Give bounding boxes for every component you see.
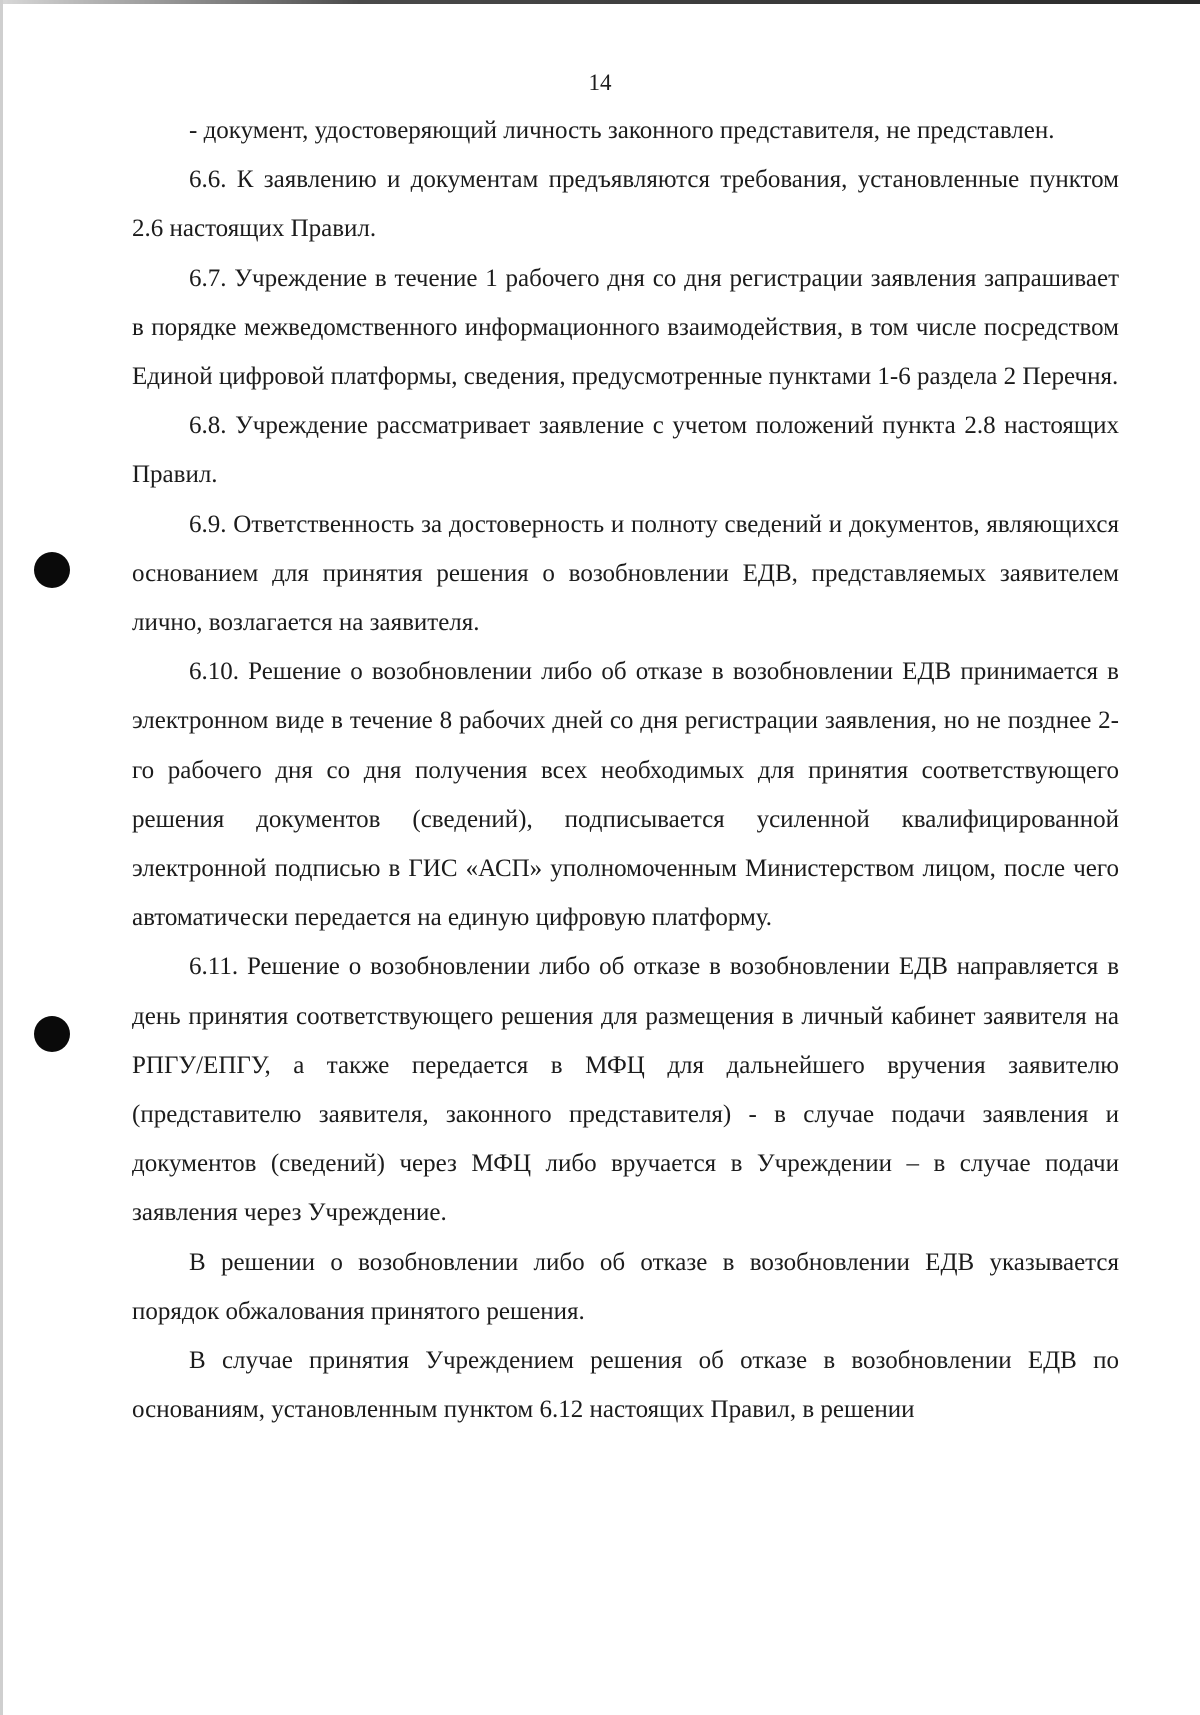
paragraph-appeal-procedure: В решении о возобновлении либо об отказе в возобновлении ЕДВ указывается порядок обжалования принятого решения. <box>132 1248 1119 1325</box>
paragraph-6-10: 6.10. Решение о возобновлении либо об отказе в возобновлении ЕДВ принимается в электронном виде в течение 8 рабочих дней со дня регистрации заявления, но не позднее 2-го рабочего дня со дня получения всех необходимых для принятия соответствующего решения документов (сведений), подписывается усиленной квалифицированной электронной подписью в ГИС «АСП» уполномоченным Министерством лицом, после чего автоматически передается на единую цифровую платформу. <box>132 658 1119 932</box>
punch-hole <box>34 1016 70 1052</box>
paragraph-6-7: 6.7. Учреждение в течение 1 рабочего дня со дня регистрации заявления запрашивает в порядке межведомственного информационного взаимодействия, в том числе посредством Единой цифровой платформы, сведения, предусмотренные пунктами 1-6 раздела 2 Перечня. <box>132 264 1119 391</box>
paragraph-6-6: 6.6. К заявлению и документам предъявляются требования, установленные пунктом 2.6 настоящих Правил. <box>132 166 1119 243</box>
paragraph-document-not-provided: - документ, удостоверяющий личность законного представителя, не представлен. <box>189 117 1055 144</box>
paragraph-6-8: 6.8. Учреждение рассматривает заявление с учетом положений пункта 2.8 настоящих Правил. <box>132 412 1119 489</box>
paragraph-6-11: 6.11. Решение о возобновлении либо об отказе в возобновлении ЕДВ направляется в день принятия соответствующего решения для размещения в личный кабинет заявителя на РПГУ/ЕПГУ, а также передается в МФЦ для дальнейшего вручения заявителю (представителю заявителя, законного представителя) - в случае подачи заявления и документов (сведений) через МФЦ либо вручается в Учреждении – в случае подачи заявления через Учреждение. <box>132 953 1119 1227</box>
scan-top-edge <box>0 0 1200 4</box>
page-number: 14 <box>588 70 612 95</box>
punch-hole <box>34 552 70 588</box>
paragraph-6-9: 6.9. Ответственность за достоверность и полноту сведений и документов, являющихся основанием для принятия решения о возобновлении ЕДВ, представляемых заявителем лично, возлагается на заявителя. <box>132 510 1119 637</box>
scan-left-edge <box>0 0 3 1715</box>
paragraph-refusal-case: В случае принятия Учреждением решения об отказе в возобновлении ЕДВ по основаниям, установленным пунктом 6.12 настоящих Правил, в решении <box>132 1347 1119 1424</box>
document-body <box>132 106 1119 1434</box>
